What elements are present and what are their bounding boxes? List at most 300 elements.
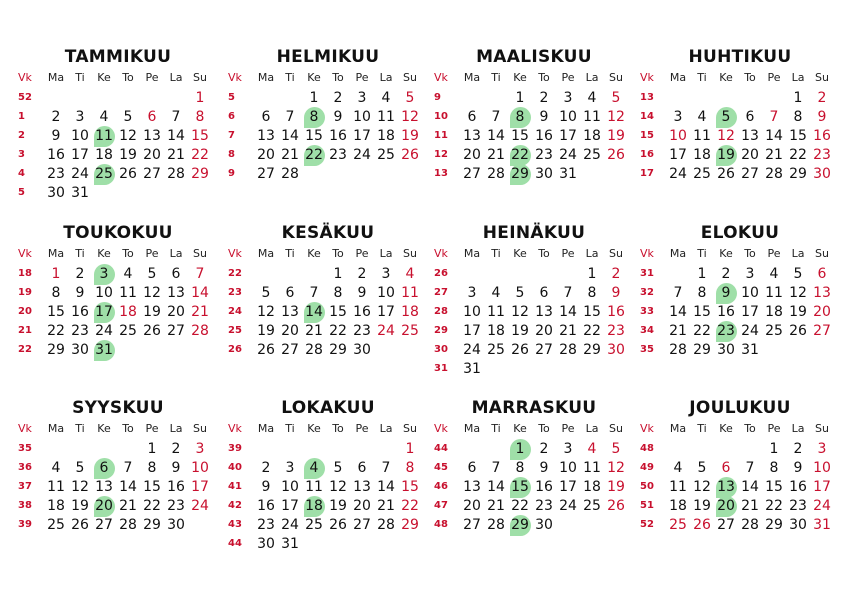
weekday-label: Su (193, 422, 207, 435)
day-cell: 19 (789, 304, 807, 320)
day-cell: 28 (765, 166, 783, 182)
day-cell: 3 (195, 441, 205, 457)
weekday-label: To (122, 422, 134, 435)
day-cell: 12 (143, 285, 161, 301)
day-cell: 27 (813, 323, 831, 339)
weekday-label: Ke (513, 422, 527, 435)
week-number: 14 (640, 111, 654, 122)
day-cell: 8 (405, 460, 415, 476)
day-cell: 21 (487, 147, 505, 163)
day-cell: 25 (47, 517, 65, 533)
day-cell: 20 (463, 147, 481, 163)
day-cell: 20 (353, 498, 371, 514)
weekday-label: To (744, 71, 756, 84)
weekday-label: La (379, 71, 393, 84)
weekday-label: Ma (47, 247, 65, 260)
day-cell: 28 (167, 166, 185, 182)
week-number: 10 (434, 111, 448, 122)
day-cell: 29 (693, 342, 711, 358)
month-title: TAMMIKUU (64, 47, 172, 67)
day-cell: 5 (75, 460, 85, 476)
week-number: 2 (18, 130, 25, 141)
week-number: 39 (18, 519, 32, 530)
week-number: 26 (228, 344, 242, 355)
day-cell: 19 (257, 323, 275, 339)
week-number-header: Vk (640, 422, 654, 435)
day-cell: 13 (741, 128, 759, 144)
day-cell: 22 (191, 147, 209, 163)
day-cell: 6 (147, 109, 157, 125)
day-cell: 23 (167, 498, 185, 514)
day-cell: 8 (515, 460, 525, 476)
day-cell: 20 (813, 304, 831, 320)
weekday-label: Ma (47, 71, 65, 84)
day-cell: 5 (405, 90, 415, 106)
weekday-label: Ti (697, 247, 707, 260)
day-cell: 1 (147, 441, 157, 457)
day-cell: 26 (789, 323, 807, 339)
week-number: 12 (434, 149, 448, 160)
weekday-label: La (169, 71, 183, 84)
day-cell: 29 (143, 517, 161, 533)
day-cell: 21 (281, 147, 299, 163)
day-cell: 21 (765, 147, 783, 163)
weekday-label: La (791, 422, 805, 435)
day-cell: 11 (693, 128, 711, 144)
weekday-label: Ma (669, 422, 687, 435)
day-cell: 23 (607, 323, 625, 339)
month-title: TOUKOKUU (63, 223, 173, 243)
day-cell: 24 (559, 498, 577, 514)
weekday-label: Ma (463, 71, 481, 84)
week-number: 24 (228, 306, 242, 317)
day-cell: 2 (357, 266, 367, 282)
day-cell: 28 (559, 342, 577, 358)
weekday-label: La (791, 71, 805, 84)
day-cell: 19 (693, 498, 711, 514)
weekday-label: Su (609, 422, 623, 435)
day-cell: 14 (487, 479, 505, 495)
day-cell: 2 (75, 266, 85, 282)
week-number: 21 (18, 325, 32, 336)
day-cell: 23 (711, 322, 741, 341)
day-cell: 22 (693, 323, 711, 339)
weekday-label: Ke (307, 71, 321, 84)
weekday-label: To (538, 247, 550, 260)
day-cell: 13 (813, 285, 831, 301)
weekday-label: Ma (257, 422, 275, 435)
day-cell: 30 (607, 342, 625, 358)
day-cell: 25 (693, 166, 711, 182)
day-cell: 15 (765, 479, 783, 495)
day-cell: 11 (765, 285, 783, 301)
day-cell: 30 (167, 517, 185, 533)
day-cell: 11 (401, 285, 419, 301)
day-cell: 18 (47, 498, 65, 514)
day-cell: 12 (789, 285, 807, 301)
day-cell: 17 (89, 303, 119, 322)
week-number: 40 (228, 462, 242, 473)
day-cell: 23 (535, 147, 553, 163)
weekday-header (18, 422, 218, 436)
month-title: SYYSKUU (72, 398, 164, 418)
day-cell: 21 (377, 498, 395, 514)
day-cell: 13 (353, 479, 371, 495)
month-title: JOULUKUU (689, 398, 791, 418)
weekday-label: La (169, 422, 183, 435)
weekday-label: La (585, 71, 599, 84)
day-cell: 12 (717, 128, 735, 144)
weekday-label: La (379, 422, 393, 435)
day-cell: 29 (765, 517, 783, 533)
weekday-label: To (332, 71, 344, 84)
week-number: 48 (434, 519, 448, 530)
day-cell: 5 (611, 441, 621, 457)
week-number: 39 (228, 443, 242, 454)
week-number: 48 (640, 443, 654, 454)
month-title: HEINÄKUU (482, 223, 586, 243)
month-title: ELOKUU (700, 223, 780, 243)
day-cell: 22 (765, 498, 783, 514)
day-cell: 24 (95, 323, 113, 339)
day-cell: 17 (559, 128, 577, 144)
day-cell: 18 (693, 147, 711, 163)
day-cell: 5 (697, 460, 707, 476)
day-cell: 16 (329, 128, 347, 144)
day-cell: 5 (515, 285, 525, 301)
day-cell: 7 (195, 266, 205, 282)
day-cell: 10 (669, 128, 687, 144)
day-cell: 10 (281, 479, 299, 495)
day-cell: 17 (741, 304, 759, 320)
weekday-header (640, 247, 840, 261)
weekday-label: Ma (463, 422, 481, 435)
day-cell: 8 (51, 285, 61, 301)
day-cell: 4 (381, 90, 391, 106)
week-number: 6 (228, 111, 235, 122)
day-cell: 28 (119, 517, 137, 533)
weekday-label: To (744, 422, 756, 435)
day-cell: 4 (405, 266, 415, 282)
day-cell: 29 (789, 166, 807, 182)
week-number: 50 (640, 481, 654, 492)
day-cell: 30 (257, 536, 275, 552)
weekday-label: To (538, 71, 550, 84)
day-cell: 24 (353, 147, 371, 163)
day-cell: 5 (333, 460, 343, 476)
day-cell: 24 (191, 498, 209, 514)
week-number-header: Vk (228, 247, 242, 260)
day-cell: 9 (51, 128, 61, 144)
day-cell: 3 (817, 441, 827, 457)
weekday-header (18, 247, 218, 261)
day-cell: 15 (143, 479, 161, 495)
day-cell: 23 (353, 323, 371, 339)
day-cell: 22 (583, 323, 601, 339)
day-cell: 22 (511, 498, 529, 514)
day-cell: 16 (607, 304, 625, 320)
day-cell: 16 (535, 128, 553, 144)
day-cell: 26 (717, 166, 735, 182)
week-number: 52 (18, 92, 32, 103)
weekday-label: Ke (97, 247, 111, 260)
day-cell: 27 (741, 166, 759, 182)
day-cell: 15 (789, 128, 807, 144)
day-cell: 25 (583, 147, 601, 163)
weekday-label: Su (815, 71, 829, 84)
day-cell: 19 (511, 323, 529, 339)
weekday-label: Su (609, 247, 623, 260)
day-cell: 8 (147, 460, 157, 476)
day-cell: 18 (377, 128, 395, 144)
day-cell: 2 (539, 441, 549, 457)
day-cell: 17 (559, 479, 577, 495)
week-number-header: Vk (434, 247, 448, 260)
weekday-label: Pe (145, 422, 159, 435)
day-cell: 19 (607, 479, 625, 495)
day-cell: 11 (487, 304, 505, 320)
day-cell: 19 (711, 146, 741, 165)
day-cell: 6 (467, 109, 477, 125)
day-cell: 20 (257, 147, 275, 163)
week-number: 45 (434, 462, 448, 473)
day-cell: 13 (257, 128, 275, 144)
day-cell: 1 (51, 266, 61, 282)
day-cell: 9 (261, 479, 271, 495)
day-cell: 4 (697, 109, 707, 125)
day-cell: 12 (607, 460, 625, 476)
day-cell: 24 (281, 517, 299, 533)
weekday-label: Ke (719, 71, 733, 84)
month-title: KESÄKUU (281, 223, 375, 243)
day-cell: 20 (535, 323, 553, 339)
weekday-label: Ke (97, 71, 111, 84)
day-cell: 27 (167, 323, 185, 339)
weekday-label: Ke (97, 422, 111, 435)
day-cell: 1 (515, 90, 525, 106)
day-cell: 29 (329, 342, 347, 358)
month-title: MARRASKUU (471, 398, 597, 418)
week-number: 7 (228, 130, 235, 141)
day-cell: 10 (353, 109, 371, 125)
day-cell: 25 (119, 323, 137, 339)
day-cell: 9 (333, 109, 343, 125)
weekday-label: Su (403, 422, 417, 435)
day-cell: 3 (467, 285, 477, 301)
day-cell: 10 (71, 128, 89, 144)
day-cell: 24 (377, 323, 395, 339)
day-cell: 6 (721, 460, 731, 476)
day-cell: 29 (583, 342, 601, 358)
week-number: 4 (18, 168, 25, 179)
day-cell: 14 (487, 128, 505, 144)
week-number: 26 (434, 268, 448, 279)
day-cell: 28 (281, 166, 299, 182)
day-cell: 22 (329, 323, 347, 339)
day-cell: 16 (257, 498, 275, 514)
week-number: 11 (434, 130, 448, 141)
day-cell: 25 (377, 147, 395, 163)
weekday-label: Pe (767, 71, 781, 84)
day-cell: 29 (505, 165, 535, 184)
weekday-label: Su (403, 247, 417, 260)
day-cell: 27 (257, 166, 275, 182)
week-number: 30 (434, 344, 448, 355)
week-number: 41 (228, 481, 242, 492)
day-cell: 13 (167, 285, 185, 301)
weekday-label: Ti (285, 71, 295, 84)
day-cell: 1 (697, 266, 707, 282)
day-cell: 18 (119, 304, 137, 320)
day-cell: 25 (487, 342, 505, 358)
weekday-label: To (744, 247, 756, 260)
day-cell: 26 (607, 498, 625, 514)
day-cell: 17 (353, 128, 371, 144)
day-cell: 23 (257, 517, 275, 533)
day-cell: 7 (673, 285, 683, 301)
weekday-label: Ke (307, 247, 321, 260)
day-cell: 24 (741, 323, 759, 339)
day-cell: 29 (47, 342, 65, 358)
week-number: 35 (18, 443, 32, 454)
day-cell: 30 (353, 342, 371, 358)
day-cell: 16 (717, 304, 735, 320)
weekday-label: La (585, 247, 599, 260)
weekday-label: Su (403, 71, 417, 84)
day-cell: 11 (583, 109, 601, 125)
day-cell: 23 (813, 147, 831, 163)
day-cell: 15 (305, 128, 323, 144)
weekday-label: Pe (767, 422, 781, 435)
day-cell: 29 (401, 517, 419, 533)
weekday-label: Pe (561, 247, 575, 260)
week-number-header: Vk (228, 71, 242, 84)
day-cell: 31 (741, 342, 759, 358)
weekday-label: Ti (697, 422, 707, 435)
day-cell: 13 (143, 128, 161, 144)
day-cell: 15 (693, 304, 711, 320)
weekday-label: La (379, 247, 393, 260)
day-cell: 13 (281, 304, 299, 320)
day-cell: 3 (75, 109, 85, 125)
day-cell: 23 (329, 147, 347, 163)
day-cell: 28 (669, 342, 687, 358)
day-cell: 18 (401, 304, 419, 320)
weekday-header (434, 71, 634, 85)
week-number: 22 (18, 344, 32, 355)
day-cell: 16 (789, 479, 807, 495)
day-cell: 26 (143, 323, 161, 339)
weekday-label: Ke (719, 422, 733, 435)
week-number: 49 (640, 462, 654, 473)
day-cell: 25 (89, 165, 119, 184)
day-cell: 31 (89, 341, 119, 360)
weekday-label: Ma (669, 247, 687, 260)
week-number: 9 (228, 168, 235, 179)
day-cell: 9 (75, 285, 85, 301)
day-cell: 15 (505, 478, 535, 497)
day-cell: 6 (467, 460, 477, 476)
day-cell: 21 (167, 147, 185, 163)
day-cell: 14 (765, 128, 783, 144)
day-cell: 22 (143, 498, 161, 514)
day-cell: 8 (793, 109, 803, 125)
day-cell: 10 (559, 109, 577, 125)
week-number-header: Vk (640, 71, 654, 84)
weekday-label: Ma (463, 247, 481, 260)
day-cell: 26 (257, 342, 275, 358)
day-cell: 8 (505, 108, 535, 127)
day-cell: 5 (611, 90, 621, 106)
week-number-header: Vk (18, 71, 32, 84)
week-number-header: Vk (640, 247, 654, 260)
day-cell: 24 (71, 166, 89, 182)
day-cell: 10 (377, 285, 395, 301)
weekday-label: Ti (75, 422, 85, 435)
day-cell: 28 (305, 342, 323, 358)
day-cell: 9 (793, 460, 803, 476)
weekday-label: Pe (355, 247, 369, 260)
week-number: 28 (434, 306, 448, 317)
day-cell: 16 (47, 147, 65, 163)
day-cell: 11 (89, 127, 119, 146)
week-number: 42 (228, 500, 242, 511)
day-cell: 29 (191, 166, 209, 182)
weekday-label: Pe (355, 71, 369, 84)
weekday-label: Pe (561, 71, 575, 84)
day-cell: 4 (51, 460, 61, 476)
day-cell: 14 (119, 479, 137, 495)
week-number: 31 (640, 268, 654, 279)
day-cell: 3 (381, 266, 391, 282)
day-cell: 12 (693, 479, 711, 495)
month-title: HUHTIKUU (688, 47, 792, 67)
day-cell: 7 (745, 460, 755, 476)
day-cell: 10 (741, 285, 759, 301)
week-number: 18 (18, 268, 32, 279)
day-cell: 19 (119, 147, 137, 163)
weekday-label: Ke (719, 247, 733, 260)
day-cell: 8 (299, 108, 329, 127)
day-cell: 25 (305, 517, 323, 533)
day-cell: 14 (191, 285, 209, 301)
day-cell: 17 (669, 147, 687, 163)
day-cell: 4 (587, 90, 597, 106)
day-cell: 14 (559, 304, 577, 320)
day-cell: 7 (491, 460, 501, 476)
day-cell: 14 (741, 479, 759, 495)
day-cell: 18 (669, 498, 687, 514)
day-cell: 8 (195, 109, 205, 125)
day-cell: 7 (309, 285, 319, 301)
day-cell: 20 (281, 323, 299, 339)
day-cell: 7 (123, 460, 133, 476)
day-cell: 26 (401, 147, 419, 163)
day-cell: 25 (765, 323, 783, 339)
week-number: 35 (640, 344, 654, 355)
day-cell: 2 (721, 266, 731, 282)
day-cell: 24 (813, 498, 831, 514)
week-number: 46 (434, 481, 448, 492)
weekday-label: Ma (257, 71, 275, 84)
week-number: 44 (228, 538, 242, 549)
day-cell: 20 (463, 498, 481, 514)
day-cell: 4 (99, 109, 109, 125)
day-cell: 26 (607, 147, 625, 163)
day-cell: 15 (47, 304, 65, 320)
day-cell: 21 (119, 498, 137, 514)
week-number: 5 (228, 92, 235, 103)
